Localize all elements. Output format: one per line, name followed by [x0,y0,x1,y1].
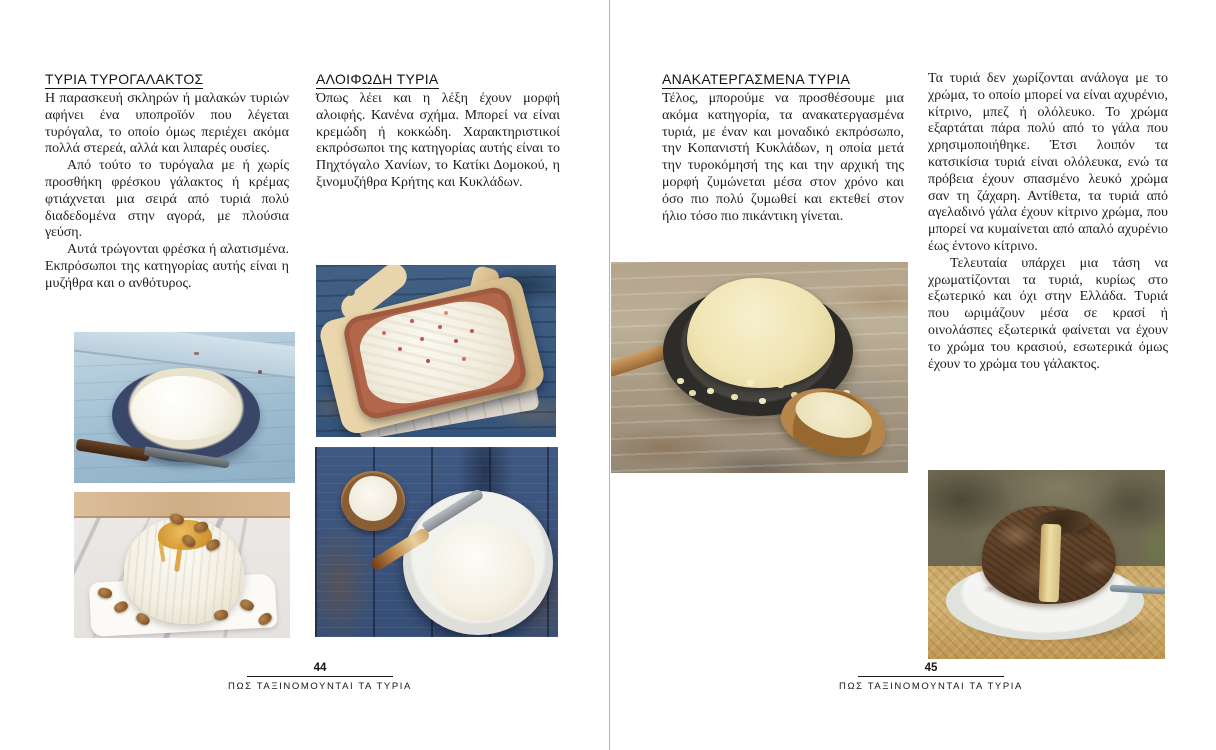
paint-chip [258,370,262,374]
section-heading [662,71,904,87]
paragraph: Τελευταία υπάρχει μια τάση να χρωματίζονται τα τυριά, κυρίως στο εξωτερικό και όχι στην Ελλάδα. Τυριά που ωριμάζουν μέσα σε κρασί ή οινολάσπες εξωτερικά φαίνεται να έχουν το χρώμα του κρασιού, εσωτερικά όμως έχουν το χρώμα του γάλακτος. [928,255,1168,372]
section-heading-text: ΤΥΡΙΑ ΤΥΡΟΓΑΛΑΚΤΟΣ [45,71,204,87]
paragraph: Όπως λέει και η λέξη έχουν μορφή αλοιφής. Κανένα σχήμα. Μπορεί να είναι κρεμώδη ή κοκκώδη. Χαρακτηριστικοί εκπρόσωποι της κατηγορίας αυτής είναι το Πηχτόγαλο Χανίων, το Κατίκι Δομοκού, η ξινομυζήθρα Κρήτης και Κυκλάδων. [316,91,560,190]
paragraph: Η παρασκευή σκληρών ή μαλακών τυριών αφήνει ένα υποπροϊόν που λέγεται τυρόγαλα, το οποίο όμως περιέχει ακόμα πολλά στερεά, αλλά και λιπαρές ουσίες. [45,91,289,157]
page-number: 45 [924,662,938,674]
photo-myzithra-terracotta-dish [316,265,556,437]
paragraph: Τα τυριά δεν χωρίζονται ανάλογα με το χρώμα, το οποίο μπορεί να είναι αχυρένιο, κίτρινο, μπεζ ή ολόλευκο. Το χρώμα εξαρτάται πάρα πολύ από το γάλα που χρησιμοποιήθηκε. Έτσι λοιπόν τα κατσικίσια τυριά είναι ολόλευκα, ενώ τα πρόβεια έχουν σπασμένο λευκό χρώμα σαν τη ζάχαρη. Αντίθετα, τα τυριά από αγελαδινό γάλα έχουν κίτρινο χρώμα, που μπορεί να κυμαίνεται από απαλό αχυρένιο έως έντονο κίτρινο. [928,71,1168,254]
footer-rule [858,676,1004,677]
paragraph: Αυτά τρώγονται φρέσκα ή αλατισμένα. Εκπρόσωποι της κατηγορίας αυτής είναι η μυζήθρα και ο ανθότυρος. [45,242,289,291]
board-hole [346,287,355,296]
column-tyria-tyrogalaktos [45,71,289,293]
page-number: 44 [313,662,327,674]
paragraph: Από τούτο το τυρόγαλα με ή χωρίς προσθήκη φρέσκου γάλακτος ή κρέμας φτιάχνεται μια σειρά από τυριά πολύ διαδεδομένα στην αγορά, με πλούσια γεύση. [45,158,289,241]
wood-strip [74,492,290,518]
column-anakatergasmena-tyria [662,71,904,225]
photo-kopanisti-dark-plate [611,262,908,473]
pink-peppercorns [420,337,424,341]
cheese-spread [349,476,397,521]
page-footer [200,662,440,692]
section-heading [45,71,289,87]
cheese-crumbs [707,388,714,394]
photo-anthotyros-honey-walnuts [74,492,290,638]
running-title: ΠΩΣ ΤΑΞΙΝΟΜΟΥΝΤΑΙ ΤΑ ΤΥΡΙΑ [228,681,412,692]
crumbly-cheese-mound [687,278,835,388]
column-cheese-colour [928,71,1168,373]
column-aloifodi-tyria [316,71,560,192]
footer-rule [247,676,393,677]
photo-cream-cheese-plate [315,447,558,637]
paint-chip [194,352,199,355]
page-divider-line [609,0,610,750]
photo-cheese-in-blue-bowl [74,332,295,483]
cheese-cut-interior [1039,524,1062,603]
running-title: ΠΩΣ ΤΑΞΙΝΟΜΟΥΝΤΑΙ ΤΑ ΤΥΡΙΑ [839,681,1023,692]
paragraph: Τέλος, μπορούμε να προσθέσουμε μια ακόμα κατηγορία, τα ανακατεργασμένα τυριά, με έναν και μοναδικό εκπρόσωπο, την Κοπανιστή Κυκλάδων, η οποία μετά την τυροκόμησή της και την αρχική της μορφή ζυμώνεται μέσα στον χρόνο και όσο πιο πολύ ζυμωθεί και εκτεθεί στον ήλιο τόσο πιο πικάντικη γίνεται. [662,91,904,224]
section-heading-text: ΑΛΟΙΦΩΔΗ ΤΥΡΙΑ [316,71,439,87]
section-heading [316,71,560,87]
page-footer [811,662,1051,692]
photo-wine-aged-cheese [928,470,1165,659]
section-heading-text: ΑΝΑΚΑΤΕΡΓΑΣΜΕΝΑ ΤΥΡΙΑ [662,71,851,87]
